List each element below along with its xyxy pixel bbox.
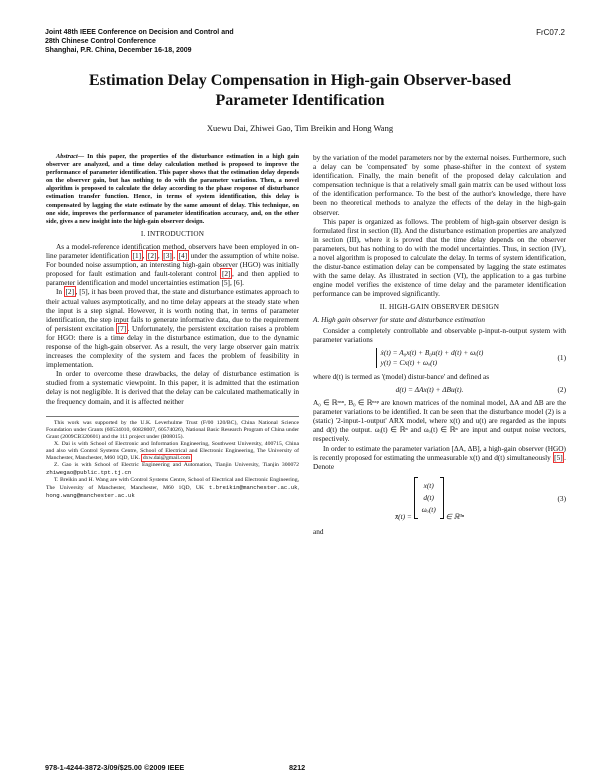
isbn-footer: 978-1-4244-3872-3/09/$25.00 ©2009 IEEE — [45, 763, 185, 772]
equation-number: (3) — [557, 494, 566, 504]
equation-lhs: x̄(t) = — [394, 511, 412, 521]
email-text: zhiwegao@public.tpt.tj.cn — [46, 468, 132, 476]
paper-code: FrC07.2 — [536, 28, 565, 37]
section-heading-introduction: I. INTRODUCTION — [140, 229, 205, 238]
citation-link[interactable]: [1] — [132, 251, 142, 261]
email-link[interactable]: dxw.dai@gmail.com — [142, 454, 191, 461]
paragraph-and: and — [313, 526, 324, 536]
abstract-label: Abstract — [56, 153, 78, 160]
paragraph-matrices: A₀ ∈ ℝⁿˣⁿ, B₀ ∈ ℝⁿˣᵖ are known matrices of the nominal model, ΔA and ΔB are the parameter variations to be identified. It can be seen that the disturbance model (2) is a (static) '2-input-1-output' ARX model, where x(t) and u(t) are regarded as the inputs and d(t) the output. ωᵢ(t) ∈ ℝⁿ and ωₒ(t) ∈ ℝⁿ are input and output noise vectors, respectively. — [313, 398, 566, 444]
paragraph-where: where d(t) is termed as '(model) distur-bance' and defined as — [313, 371, 490, 381]
citation-link[interactable]: [2] — [147, 251, 157, 261]
equation-2 — [313, 385, 566, 394]
subsection-heading: A. High gain observer for state and disturbance estimation — [313, 314, 486, 324]
citation-link[interactable]: [7] — [117, 323, 127, 333]
title-line: Parameter Identification — [215, 92, 385, 109]
abstract — [46, 153, 299, 226]
paragraph-estimate: In order to estimate the parameter variation [ΔA, ΔB], a high-gain observer (HGO) is recently proposed for estimating the unmeasurable x(t) and d(t) simultaneously [5] . Denote — [313, 443, 566, 471]
intro-paragraph-1: As a model-reference identification method, observers have been employed in on-line parameter identification [1] , [2] , [3] , [4] under the assumption of white noise. For bounded noise assumption, an interesting high-gain observer (HGO) was initially proposed for fault estimation and fault-tolerant control [2] , and then applied to parameter identification and model uncertainties estimation [5], [6]. — [46, 241, 299, 288]
equation-rhs: ∈ ℝ³ⁿ — [445, 511, 465, 521]
equation-3 — [313, 477, 566, 521]
conference-line: Joint 48th IEEE Conference on Decision and Control and — [45, 29, 234, 36]
equation-number: (1) — [557, 353, 566, 363]
footnote-breikin-wang: T. Breikin and H. Wang are with Control Systems Centre, School of Electrical and Electronic Engineering, The University of Manchester, Manchester, M60 1QD, UK t.breikin@manchester.ac.uk, hong.wang@manchester.ac.uk — [46, 476, 299, 499]
footnote-dai: X. Dai is with School of Electronic and Information Engineering, Southwest University, 400715, China and also with Control Systems Centre, School of Electrical and Electronic Engineering, The University of Manchester, Manchester, M60 1QD, UK. dxw.dai@gmail.com — [46, 440, 299, 461]
right-column — [313, 153, 566, 536]
citation-link[interactable]: [2] — [221, 269, 231, 279]
author-list: Xuewu Dai, Zhiwei Gao, Tim Breikin and Hong Wang — [206, 123, 394, 133]
title-line: Estimation Delay Compensation in High-gain Observer-based — [88, 72, 512, 89]
footnotes — [46, 416, 299, 500]
paragraph-continuation: by the variation of the model parameters nor by the external noises. Furthermore, such a delay can be 'compensated' by some phase-shifter in the context of system identification. Finally, the main benefit of the proposed delay calculation and compensation technique is that a relatively small gain matrix can be used without loss of the identification performance. To the best of the author's knowledge, there have been no theoretical methods to analyze the effects of the delay in the high-gain observer. — [313, 153, 566, 217]
conference-line: Shanghai, P.R. China, December 16-18, 2009 — [45, 47, 192, 54]
equation-1 — [313, 348, 566, 368]
vector-entry: ωₒ(t) — [421, 504, 436, 514]
citation-link[interactable]: [5] — [554, 452, 563, 462]
vector-entry: d(t) — [423, 492, 434, 502]
equation-number: (2) — [557, 384, 566, 394]
intro-paragraph-2: In [2] , [5], it has been proved that, the state and disturbance estimates approach to their actual values asymptotically, and no time delay appears at the steady state when the input is a step signal. However, it is worth noting that, in terms of parameter identification, the step input fails to generate informative data, due to the requirement of persistent excitation [7] . Unfortunately, the persistent excitation raises a problem for HGO: there is a time delay in the disturbance estimation, due to the dynamic response of the high-gain observer. As a result, the very large observer gain matrix increases the complexity of the system and faces the problem of feasibility in implementation. — [46, 287, 299, 370]
equation-line: ẋ(t) = A₀x(t) + B₀u(t) + d(t) + ωᵢ(t) — [380, 347, 484, 357]
footnote-support: This work was supported by the U.K. Leverhulme Trust (F/00 120/BC), China National Science Foundation under Grants (60534010, 60828007, 60574026), National Basic Research Program of China under Grant (2009CB320601) and the 111 project under (B08015). — [46, 419, 299, 440]
vector-entry: x(t) — [423, 480, 434, 490]
page-number: 8212 — [289, 763, 306, 772]
conference-line: 28th Chinese Control Conference — [45, 38, 156, 45]
equation-body: d(t) = ΔAx(t) + ΔBu(t). — [395, 384, 464, 394]
paragraph-consider: Consider a completely controllable and observable p-input-n-output system with parameter variations — [313, 325, 566, 344]
footnote-gao: Z. Gao is with School of Electric Engineering and Automation, Tianjin University, Tianjin 300072 zhiwegao@public.tpt.tj.cn — [46, 461, 299, 476]
citation-link[interactable]: [2] — [65, 287, 74, 297]
column-vector — [414, 477, 444, 519]
email-text: t.breikin@manchester.ac.uk — [208, 483, 298, 491]
conference-header — [45, 28, 234, 55]
abstract-text: — In this paper, the properties of the disturbance estimation in a high gain observer are analyzed, and a time delay calculation method is proposed to improve the performance of parameter identification. This paper shows that the estimation delay depends on the observer gain, but has nothing to do with the parameter variation. Then, a novel algorithm is proposed to calculate the delay according to the phase response of disturbance estimation transfer function. Hence, in terms of system identification, this delay is compensated by lagging the state estimate by the same amount of delay. This technique, on one side, improves the performance of parameter identification accuracy, and, on the other side, gives a new insight into the high-gain observer design. — [46, 153, 299, 225]
left-column — [46, 153, 299, 500]
email-text: hong.wang@manchester.ac.uk — [46, 491, 135, 499]
citation-link[interactable]: [4] — [178, 251, 188, 261]
paper-title — [60, 71, 540, 111]
intro-paragraph-3: In order to overcome these drawbacks, the delay of disturbance estimation is studied from a systematic viewpoint. In this paper, it is admitted that the estimation delay is not negligible. It is derived that the delay can be calculated mathematically in the frequency domain, and it is affected neither — [46, 369, 299, 406]
citation-link[interactable]: [3] — [163, 251, 172, 261]
brace — [376, 348, 484, 368]
paragraph-organization: This paper is organized as follows. The problem of high-gain observer design is formulated first in section (II). And the disturbance estimation properties are analyzed in section (III), where it is proved that the time delay depends on the observer parameters, but has nothing to do with the model uncertainties. Thus, in section (IV), a novel algorithm is proposed to calculate the delay. In terms of system identification, the distur-bance estimation delay can be compensated by lagging the state estimates with the same delay. As illustrated in section (VI), the application to a gas turbine engine model verifies the existence of time delay and the parameter identification performance can be improved significantly. — [313, 216, 566, 299]
equation-line: y(t) = Cx(t) + ωₒ(t) — [380, 357, 438, 367]
section-heading-observer-design: II. HIGH-GAIN OBSERVER DESIGN — [379, 302, 500, 311]
